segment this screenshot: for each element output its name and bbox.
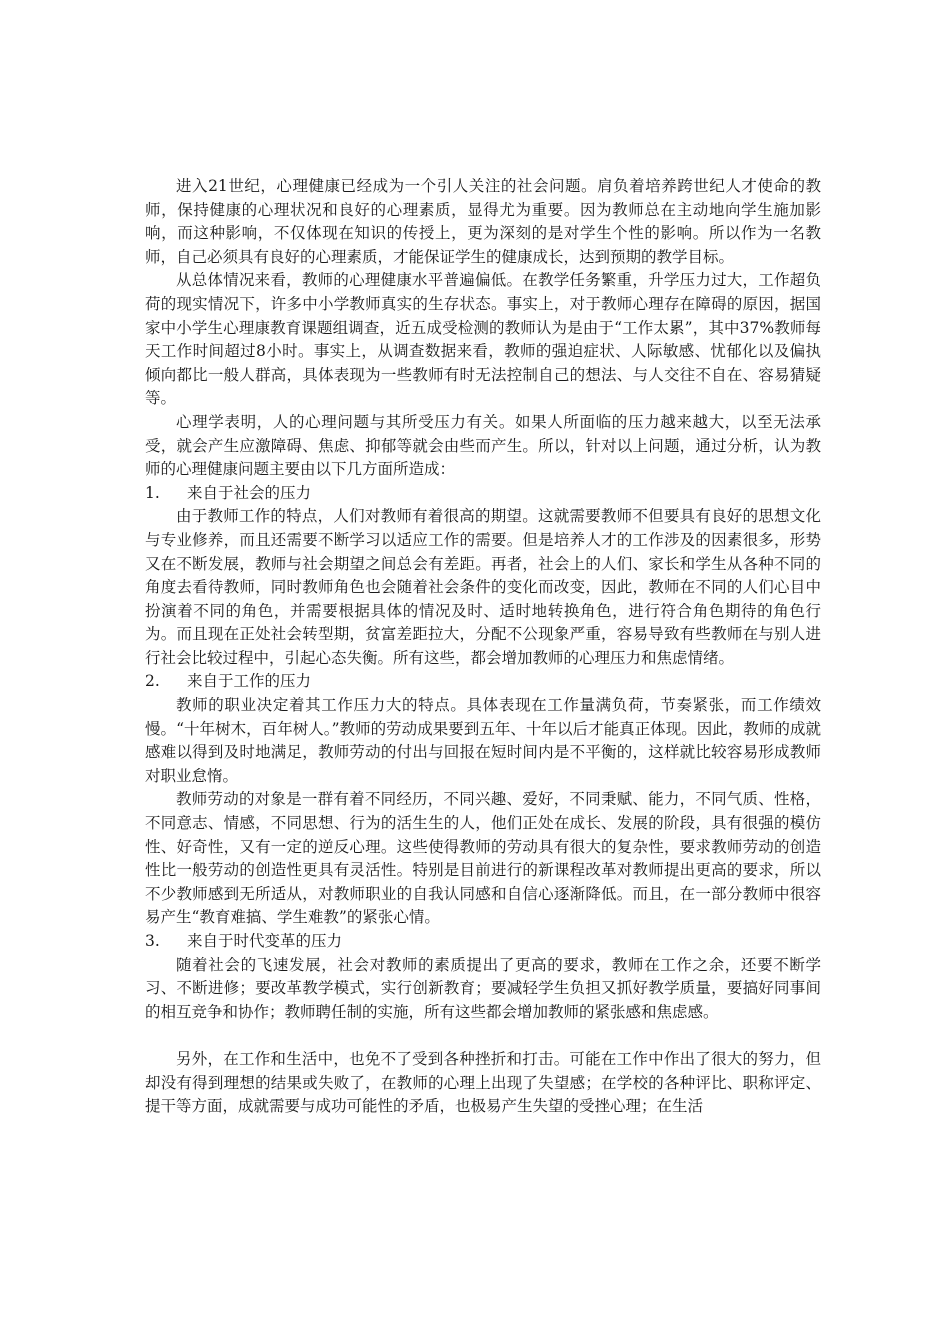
section-2-paragraph-1: 教师的职业决定着其工作压力大的特点。具体表现在工作量满负荷，节奏紧张，而工作绩效慢。“十年树木，百年树人。”教师的劳动成果要到五年、十年以后才能真正体现。因此，教师的成就感难以得到及时地满足，教师劳动的付出与回报在短时间内是不平衡的，这样就比较容易形成教师对职业怠惰。 — [145, 696, 821, 785]
section-heading-3 — [145, 930, 821, 954]
section-number: 1. — [145, 483, 160, 502]
intro-paragraph-1: 进入21世纪，心理健康已经成为一个引人关注的社会问题。肩负着培养跨世纪人才使命的教师，保持健康的心理状况和良好的心理素质，显得尤为重要。因为教师总在主动地向学生施加影响，而这种影响，不仅体现在知识的传授上，更为深刻的是对学生个性的影响。所以作为一名教师，自己必须具有良好的心理素质，才能保证学生的健康成长，达到预期的教学目标。 — [145, 177, 821, 266]
section-title: 来自于社会的压力 — [187, 483, 312, 502]
section-number: 2. — [145, 672, 160, 691]
section-1-paragraph-1: 由于教师工作的特点，人们对教师有着很高的期望。这就需要教师不但要具有良好的思想文化与专业修养，而且还需要不断学习以适应工作的需要。但是培养人才的工作涉及的因素很多，形势又在不断发展，教师与社会期望之间总会有差距。再者，社会上的人们、家长和学生从各种不同的角度去看待教师，同时教师角色也会随着社会条件的变化而改变，因此，教师在不同的人们心目中扮演着不同的角色，并需要根据具体的情况及时、适时地转换角色，进行符合角色期待的角色行为。而且现在正处社会转型期，贫富差距拉大，分配不公现象严重，容易导致有些教师在与别人进行社会比较过程中，引起心态失衡。所有这些，都会增加教师的心理压力和焦虑情绪。 — [145, 507, 821, 667]
section-title: 来自于工作的压力 — [187, 672, 312, 691]
section-number: 3. — [145, 932, 160, 950]
document-body — [145, 175, 821, 1119]
section-2-paragraph-2: 教师劳动的对象是一群有着不同经历，不同兴趣、爱好，不同秉赋、能力，不同气质、性格，不同意志、情感，不同思想、行为的活生生的人，他们正处在成长、发展的阶段，具有很强的模仿性、好奇性，又有一定的逆反心理。这些使得教师的劳动具有很大的复杂性，要求教师劳动的创造性比一般劳动的创造性更具有灵活性。特别是目前进行的新课程改革对教师提出更高的要求，所以不少教师感到无所适从，对教师职业的自我认同感和自信心逐渐降低。而且，在一部分教师中很容易产生“教育难搞、学生难教”的紧张心情。 — [145, 790, 821, 927]
section-heading-2 — [145, 670, 821, 694]
section-heading-1 — [145, 482, 821, 506]
closing-paragraph: 另外，在工作和生活中，也免不了受到各种挫折和打击。可能在工作中作出了很大的努力，但却没有得到理想的结果或失败了，在教师的心理上出现了失望感；在学校的各种评比、职称评定、提干等方面，成就需要与成功可能性的矛盾，也极易产生失望的受挫心理；在生活 — [145, 1049, 821, 1116]
section-3-paragraph-1: 随着社会的飞速发展，社会对教师的素质提出了更高的要求，教师在工作之余，还要不断学习、不断进修；要改革教学模式，实行创新教育；要减轻学生负担又抓好教学质量，要搞好同事间的相互竞争和协作；教师聘任制的实施，所有这些都会增加教师的紧张感和焦虑感。 — [145, 955, 821, 1021]
intro-paragraph-3: 心理学表明，人的心理问题与其所受压力有关。如果人所面临的压力越来越大，以至无法承受，就会产生应激障碍、焦虑、抑郁等就会由些而产生。所以，针对以上问题，通过分析，认为教师的心理健康问题主要由以下几方面所造成： — [145, 412, 821, 479]
section-title: 来自于时代变革的压力 — [187, 932, 343, 950]
paragraph-gap — [145, 1024, 821, 1048]
intro-paragraph-2: 从总体情况来看，教师的心理健康水平普遍偏低。在教学任务繁重，升学压力过大，工作超负荷的现实情况下，许多中小学教师真实的生存状态。事实上，对于教师心理存在障碍的原因，据国家中小学生心理康教育课题组调查，近五成受检测的教师认为是由于“工作太累”，其中37%教师每天工作时间超过8小时。事实上，从调查数据来看，教师的强迫症状、人际敏感、忧郁化以及偏执倾向都比一般人群高，具体表现为一些教师有时无法控制自己的想法、与人交往不自在、容易猜疑等。 — [145, 271, 821, 408]
